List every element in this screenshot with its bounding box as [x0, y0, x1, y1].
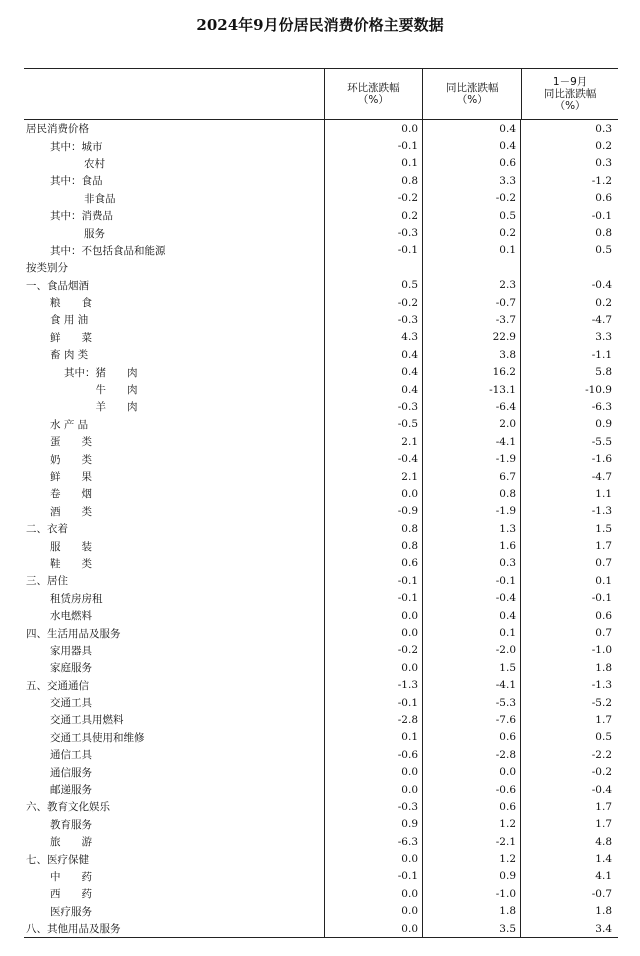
row-name: 交通工具	[50, 697, 92, 710]
row-yoy-value: -1.0	[422, 885, 520, 902]
table-row	[24, 137, 618, 154]
row-ytd-value: -0.1	[520, 207, 616, 224]
row-ytd-value: 0.9	[520, 416, 616, 433]
row-mom-value: 0.0	[324, 763, 422, 780]
row-yoy-value: 0.8	[422, 485, 520, 502]
row-name: 八、其他用品及服务	[26, 923, 121, 936]
header-yoy-label: 同比涨跌幅	[445, 82, 499, 94]
row-yoy-value: 6.7	[422, 468, 520, 485]
row-name: 水 产 品	[50, 418, 89, 431]
table-row	[24, 242, 618, 259]
row-mom-value: 0.0	[324, 659, 422, 676]
row-yoy-value: -0.2	[422, 190, 520, 207]
row-yoy-value: -13.1	[422, 381, 520, 398]
row-mom-value: -0.2	[324, 294, 422, 311]
row-ytd-value: 3.3	[520, 329, 616, 346]
row-mom-value: 0.0	[324, 885, 422, 902]
row-ytd-value: 0.7	[520, 624, 616, 641]
table-row	[24, 763, 618, 780]
table-row	[24, 120, 618, 137]
row-yoy-value: 0.1	[422, 242, 520, 259]
row-name: 蛋 类	[50, 436, 92, 449]
row-mom-value: 0.5	[324, 277, 422, 294]
table-row	[24, 572, 618, 589]
table-row	[24, 798, 618, 815]
row-mom-value: -0.9	[324, 503, 422, 520]
row-ytd-value: -1.3	[520, 677, 616, 694]
row-ytd-value	[520, 259, 616, 276]
row-yoy-value: 0.9	[422, 868, 520, 885]
header-yoy	[422, 69, 521, 119]
table-row	[24, 694, 618, 711]
header-blank-cell	[24, 69, 324, 119]
table-row	[24, 259, 618, 276]
row-yoy-value: -2.0	[422, 642, 520, 659]
row-ytd-value: -1.6	[520, 450, 616, 467]
row-mom-value: -0.5	[324, 416, 422, 433]
row-ytd-value: 0.1	[520, 572, 616, 589]
row-name: 其中：城市	[50, 140, 103, 153]
row-name: 租赁房房租	[50, 592, 103, 605]
row-name: 四、生活用品及服务	[26, 627, 121, 640]
row-ytd-value: 0.3	[520, 155, 616, 172]
row-ytd-value: -5.5	[520, 433, 616, 450]
row-name: 酒 类	[50, 505, 92, 518]
table-row	[24, 659, 618, 676]
row-ytd-value: -4.7	[520, 468, 616, 485]
table-row	[24, 537, 618, 554]
row-mom-value: 0.4	[324, 363, 422, 380]
table-body	[24, 120, 618, 938]
row-mom-value: -0.1	[324, 242, 422, 259]
row-name: 牛 肉	[64, 384, 138, 397]
row-yoy-value: 0.6	[422, 155, 520, 172]
table-row	[24, 329, 618, 346]
table-row	[24, 381, 618, 398]
table-row	[24, 172, 618, 189]
table-row	[24, 642, 618, 659]
row-yoy-value: 1.3	[422, 520, 520, 537]
row-name: 西 药	[50, 888, 92, 901]
row-yoy-value: -1.9	[422, 450, 520, 467]
row-name: 粮 食	[50, 297, 92, 310]
row-mom-value: 2.1	[324, 433, 422, 450]
row-ytd-value: 1.7	[520, 711, 616, 728]
row-name: 六、教育文化娱乐	[26, 801, 110, 814]
row-yoy-value: 2.0	[422, 416, 520, 433]
row-ytd-value: 0.2	[520, 294, 616, 311]
row-yoy-value: 0.6	[422, 729, 520, 746]
row-yoy-value: -7.6	[422, 711, 520, 728]
table-row	[24, 224, 618, 241]
row-yoy-value: 0.6	[422, 798, 520, 815]
table-row	[24, 398, 618, 415]
row-ytd-value: 0.2	[520, 137, 616, 154]
row-yoy-value: -1.9	[422, 503, 520, 520]
table-row	[24, 624, 618, 641]
table-row	[24, 155, 618, 172]
row-ytd-value: 1.1	[520, 485, 616, 502]
row-ytd-value: 1.7	[520, 798, 616, 815]
row-name: 卷 烟	[50, 488, 92, 501]
header-mom	[324, 69, 423, 119]
row-yoy-value: 1.5	[422, 659, 520, 676]
row-name: 水电燃料	[50, 610, 92, 623]
table-row	[24, 520, 618, 537]
row-ytd-value: 1.7	[520, 537, 616, 554]
table-row	[24, 485, 618, 502]
header-mom-unit: （%）	[357, 94, 389, 106]
row-ytd-value: -1.0	[520, 642, 616, 659]
row-yoy-value	[422, 259, 520, 276]
row-ytd-value: -5.2	[520, 694, 616, 711]
row-name: 五、交通通信	[26, 679, 89, 692]
row-yoy-value: 0.4	[422, 607, 520, 624]
row-name: 服务	[84, 227, 105, 240]
table-row	[24, 555, 618, 572]
row-ytd-value: 1.4	[520, 850, 616, 867]
header-ytd-period: 1－9月	[552, 76, 588, 88]
row-mom-value: -0.1	[324, 137, 422, 154]
table-row	[24, 190, 618, 207]
row-name: 非食品	[84, 192, 116, 205]
row-mom-value	[324, 259, 422, 276]
row-yoy-value: -0.4	[422, 590, 520, 607]
row-yoy-value: 1.2	[422, 850, 520, 867]
row-yoy-value: 3.3	[422, 172, 520, 189]
row-mom-value: 0.4	[324, 381, 422, 398]
row-name: 居民消费价格	[26, 123, 89, 136]
row-mom-value: -0.3	[324, 798, 422, 815]
row-yoy-value: -4.1	[422, 677, 520, 694]
table-row	[24, 346, 618, 363]
table-row	[24, 833, 618, 850]
header-ytd-unit: （%）	[554, 100, 586, 112]
table-header	[24, 68, 618, 120]
row-mom-value: -0.3	[324, 398, 422, 415]
table-row	[24, 816, 618, 833]
row-mom-value: 0.6	[324, 555, 422, 572]
row-mom-value: 0.0	[324, 903, 422, 920]
table-row	[24, 416, 618, 433]
row-yoy-value: -6.4	[422, 398, 520, 415]
row-yoy-value: -2.8	[422, 746, 520, 763]
row-name: 三、居住	[26, 575, 68, 588]
row-ytd-value: 1.8	[520, 903, 616, 920]
row-ytd-value: -0.4	[520, 277, 616, 294]
table-row	[24, 450, 618, 467]
row-ytd-value: 0.8	[520, 224, 616, 241]
row-name: 中 药	[50, 870, 92, 883]
row-name: 服 装	[50, 540, 92, 553]
row-yoy-value: 1.2	[422, 816, 520, 833]
row-mom-value: 0.8	[324, 172, 422, 189]
row-ytd-value: -0.1	[520, 590, 616, 607]
row-ytd-value: 0.5	[520, 729, 616, 746]
row-ytd-value: 1.5	[520, 520, 616, 537]
row-yoy-value: 22.9	[422, 329, 520, 346]
row-yoy-value: -5.3	[422, 694, 520, 711]
row-name: 畜 肉 类	[50, 349, 89, 362]
table-row	[24, 920, 618, 937]
row-yoy-value: 2.3	[422, 277, 520, 294]
row-name: 交通工具使用和维修	[50, 731, 145, 744]
row-mom-value: 0.2	[324, 207, 422, 224]
row-name: 通信服务	[50, 766, 92, 779]
row-ytd-value: 0.6	[520, 607, 616, 624]
row-name: 羊 肉	[64, 401, 138, 414]
row-ytd-value: -0.4	[520, 781, 616, 798]
row-mom-value: -0.1	[324, 694, 422, 711]
row-mom-value: 0.1	[324, 729, 422, 746]
row-name: 旅 游	[50, 836, 92, 849]
row-mom-value: -0.1	[324, 868, 422, 885]
row-name: 七、医疗保健	[26, 853, 89, 866]
row-mom-value: 0.1	[324, 155, 422, 172]
header-yoy-unit: （%）	[456, 94, 488, 106]
row-name: 通信工具	[50, 749, 92, 762]
row-yoy-value: -0.6	[422, 781, 520, 798]
table-row	[24, 677, 618, 694]
row-yoy-value: 0.3	[422, 555, 520, 572]
row-yoy-value: -4.1	[422, 433, 520, 450]
row-yoy-value: -3.7	[422, 311, 520, 328]
row-mom-value: -0.3	[324, 311, 422, 328]
row-name: 其中：食品	[50, 175, 103, 188]
row-yoy-value: 0.2	[422, 224, 520, 241]
table-row	[24, 746, 618, 763]
row-yoy-value: 0.4	[422, 137, 520, 154]
row-ytd-value: -4.7	[520, 311, 616, 328]
row-mom-value: -0.2	[324, 642, 422, 659]
row-mom-value: -1.3	[324, 677, 422, 694]
table-row	[24, 868, 618, 885]
row-name: 家庭服务	[50, 662, 92, 675]
row-mom-value: 0.0	[324, 850, 422, 867]
row-ytd-value: -1.1	[520, 346, 616, 363]
row-name: 按类别分	[26, 262, 68, 275]
row-mom-value: 0.8	[324, 520, 422, 537]
row-mom-value: -0.4	[324, 450, 422, 467]
header-ytd-label: 同比涨跌幅	[543, 88, 597, 100]
row-name: 交通工具用燃料	[50, 714, 124, 727]
row-mom-value: -0.2	[324, 190, 422, 207]
row-ytd-value: -1.3	[520, 503, 616, 520]
table-row	[24, 468, 618, 485]
row-yoy-value: 0.1	[422, 624, 520, 641]
row-yoy-value: 16.2	[422, 363, 520, 380]
row-name: 食 用 油	[50, 314, 89, 327]
row-ytd-value: -0.7	[520, 885, 616, 902]
row-name: 家用器具	[50, 644, 92, 657]
table-row	[24, 207, 618, 224]
row-ytd-value: 1.8	[520, 659, 616, 676]
row-mom-value: 0.0	[324, 920, 422, 937]
row-ytd-value: -1.2	[520, 172, 616, 189]
row-name: 奶 类	[50, 453, 92, 466]
row-mom-value: -6.3	[324, 833, 422, 850]
row-mom-value: 2.1	[324, 468, 422, 485]
row-mom-value: 0.4	[324, 346, 422, 363]
row-mom-value: 0.0	[324, 781, 422, 798]
table-row	[24, 781, 618, 798]
row-ytd-value: 5.8	[520, 363, 616, 380]
row-mom-value: -0.1	[324, 572, 422, 589]
row-ytd-value: 0.3	[520, 120, 616, 137]
row-ytd-value: -2.2	[520, 746, 616, 763]
row-yoy-value: -2.1	[422, 833, 520, 850]
row-mom-value: -0.1	[324, 590, 422, 607]
row-yoy-value: 3.5	[422, 920, 520, 937]
row-ytd-value: 4.8	[520, 833, 616, 850]
row-yoy-value: 0.5	[422, 207, 520, 224]
row-name: 农村	[84, 157, 105, 170]
table-row	[24, 729, 618, 746]
row-mom-value: 0.0	[324, 624, 422, 641]
row-yoy-value: 3.8	[422, 346, 520, 363]
table-row	[24, 711, 618, 728]
row-name: 一、食品烟酒	[26, 279, 89, 292]
row-mom-value: 4.3	[324, 329, 422, 346]
row-yoy-value: 1.8	[422, 903, 520, 920]
row-ytd-value: -0.2	[520, 763, 616, 780]
table-row	[24, 294, 618, 311]
table-row	[24, 503, 618, 520]
row-name: 邮递服务	[50, 784, 92, 797]
row-name: 二、衣着	[26, 523, 68, 536]
row-name: 鞋 类	[50, 557, 92, 570]
table-row	[24, 277, 618, 294]
row-name: 鲜 果	[50, 471, 92, 483]
table-row	[24, 885, 618, 902]
row-mom-value: 0.0	[324, 607, 422, 624]
table-row	[24, 590, 618, 607]
row-yoy-value: 1.6	[422, 537, 520, 554]
row-mom-value: -0.3	[324, 224, 422, 241]
row-yoy-value: -0.7	[422, 294, 520, 311]
row-name: 其中：不包括食品和能源	[50, 244, 166, 257]
row-name: 教育服务	[50, 818, 92, 831]
row-name: 鲜 菜	[50, 331, 92, 344]
row-name: 其中：猪 肉	[64, 366, 138, 379]
header-ytd	[521, 69, 618, 119]
row-ytd-value: 0.5	[520, 242, 616, 259]
row-name: 医疗服务	[50, 905, 92, 918]
row-ytd-value: 4.1	[520, 868, 616, 885]
row-ytd-value: -10.9	[520, 381, 616, 398]
table-row	[24, 363, 618, 380]
table-row	[24, 311, 618, 328]
row-mom-value: 0.8	[324, 537, 422, 554]
row-ytd-value: 0.7	[520, 555, 616, 572]
row-ytd-value: 3.4	[520, 920, 616, 937]
row-ytd-value: 0.6	[520, 190, 616, 207]
header-mom-label: 环比涨跌幅	[347, 82, 400, 94]
row-mom-value: 0.0	[324, 485, 422, 502]
row-yoy-value: 0.4	[422, 120, 520, 137]
table-row	[24, 850, 618, 867]
row-yoy-value: 0.0	[422, 763, 520, 780]
row-ytd-value: -6.3	[520, 398, 616, 415]
page-title: 2024年9月份居民消费价格主要数据	[196, 16, 444, 34]
row-mom-value: 0.0	[324, 120, 422, 137]
row-mom-value: 0.9	[324, 816, 422, 833]
table-row	[24, 607, 618, 624]
row-mom-value: -2.8	[324, 711, 422, 728]
row-yoy-value: -0.1	[422, 572, 520, 589]
row-name: 其中：消费品	[50, 210, 113, 223]
cpi-table	[24, 68, 618, 938]
table-row	[24, 433, 618, 450]
table-row	[24, 903, 618, 920]
row-mom-value: -0.6	[324, 746, 422, 763]
row-ytd-value: 1.7	[520, 816, 616, 833]
